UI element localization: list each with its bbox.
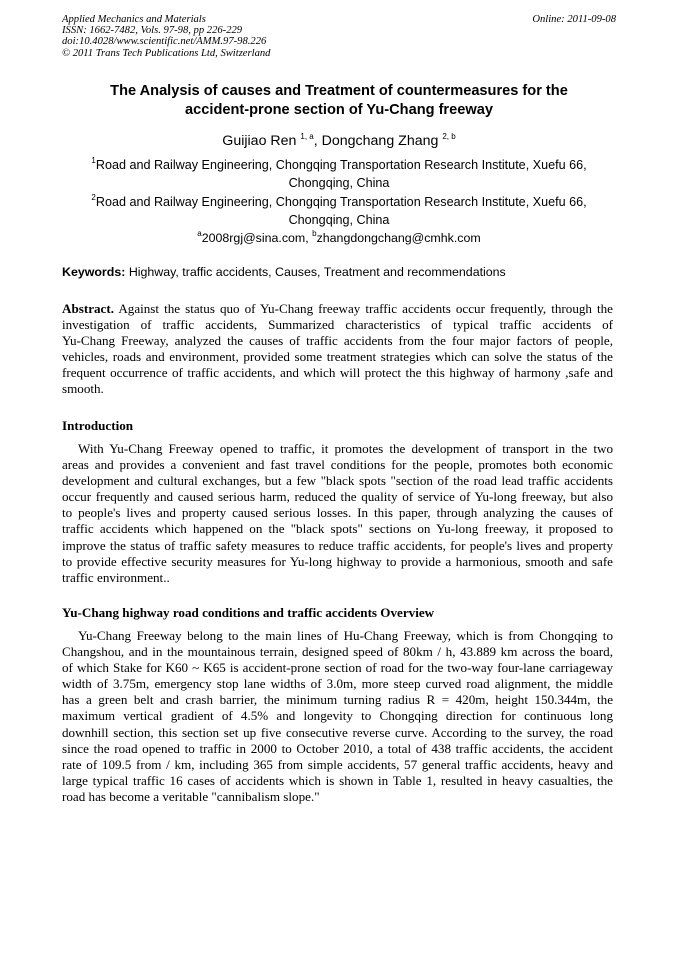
affiliation-text: Chongqing, China <box>288 176 390 190</box>
email-marker: a <box>197 229 202 238</box>
author-superscript: 1, a <box>300 132 314 141</box>
affiliation-text: Chongqing, China <box>288 213 390 227</box>
section-heading-overview: Yu-Chang highway road conditions and traffic accidents Overview <box>62 605 435 620</box>
abstract-line-text: Against the status quo of Yu-Chang freeway traffic accidents occur frequently, through the <box>118 301 613 316</box>
keywords-label: Keywords: <box>62 265 126 279</box>
title-line-2: accident-prone section of Yu-Chang freeway <box>185 102 493 118</box>
affiliation-marker: 2 <box>91 193 96 202</box>
affiliation-marker: 1 <box>91 156 96 165</box>
abstract-label: Abstract. <box>62 301 114 316</box>
introduction-paragraph <box>62 441 613 586</box>
overview-line: has a green belt and crash barrier, the minimum turning radius R = 420m, height 150.344m, the <box>62 692 613 708</box>
issn-line: ISSN: 1662-7482, Vols. 97-98, pp 226-229 <box>62 25 243 37</box>
introduction-line: areas and provides a convenient and fast travel conditions for the people, promotes both economic <box>62 457 613 473</box>
online-date: Online: 2011-09-08 <box>532 14 616 25</box>
overview-line: Yu-Chang Freeway belong to the main lines of Hu-Chang Freeway, which is from Chongqing to <box>78 628 613 643</box>
overview-line: since the road opened to traffic in 2000 to October 2010, a total of 438 traffic accidents, the accident <box>62 740 613 756</box>
introduction-line: occur frequently and caused serious harm, reduced the quality of service of Yu-long freeway, but also <box>62 489 613 505</box>
introduction-line: traffic environment.. <box>62 569 170 585</box>
overview-line: road has become a veritable "cannibalism slope." <box>62 788 320 804</box>
section-heading-introduction: Introduction <box>62 418 134 433</box>
author-list <box>62 132 616 150</box>
affiliation-2 <box>62 193 616 229</box>
author-name: Dongchang Zhang <box>321 133 439 149</box>
email-address: 2008rgj@sina.com, <box>201 231 309 245</box>
overview-line: downhill section, this section set up five consecutive reverse curve. According to the survey, the road <box>62 724 613 740</box>
author-superscript: 2, b <box>442 132 456 141</box>
author-name: Guijiao Ren <box>222 133 297 149</box>
keywords-text: Highway, traffic accidents, Causes, Treatment and recommendations <box>128 265 506 279</box>
paper-title <box>62 82 616 120</box>
introduction-line: to people's lives and property caused serious losses. In this paper, through analyzing the causes of <box>62 505 613 521</box>
overview-line: Changshou, and in the mountainous terrain, designed speed of 80km / h, 43.889 km across the board, <box>62 644 613 660</box>
overview-line: rate of 109.5 from / km, including 365 from simple accidents, 57 general traffic accidents, heavy and <box>62 756 613 772</box>
abstract-line: Yu-Chang Freeway, analyzed the causes of traffic accidents from the four major factors of people, <box>62 333 613 349</box>
introduction-line: With Yu-Chang Freeway opened to traffic, it promotes the development of transport in the two <box>78 441 613 456</box>
keywords-line <box>62 264 616 280</box>
affiliation-text: Road and Railway Engineering, Chongqing Transportation Research Institute, Xuefu 66, <box>95 195 587 209</box>
journal-name: Applied Mechanics and Materials <box>62 14 206 25</box>
overview-line: maximum vertical gradient of 4.5% and longevity to Chongqing direction for continuous long <box>62 708 613 724</box>
author-separator: , <box>313 133 318 149</box>
journal-header <box>62 14 616 59</box>
introduction-line: traffic accidents which happened on the "black spots" sections on Yu-long freeway, it proposed to <box>62 521 613 537</box>
copyright-line: © 2011 Trans Tech Publications Ltd, Switzerland <box>62 47 271 59</box>
abstract-paragraph <box>62 301 613 398</box>
affiliation-1 <box>62 156 616 192</box>
introduction-line: to provide effective security measures for Yu-long highway to provide a harmonious, smooth and safe <box>62 553 613 569</box>
abstract-line <box>62 301 613 317</box>
affiliation-text: Road and Railway Engineering, Chongqing Transportation Research Institute, Xuefu 66, <box>95 158 587 172</box>
abstract-line: frequent occurrence of traffic accidents, and which will protect the this highway of harmony ,safe and <box>62 365 613 381</box>
overview-line: width of 3.75m, emergency stop lane widths of 3.0m, more steep curved road alignment, the middle <box>62 676 613 692</box>
overview-line: of which Stake for K60 ~ K65 is accident-prone section of road for the two-way four-lane carriageway <box>62 660 613 676</box>
introduction-line: development and cultural exchanges, but a few "black spots "section of the road lead traffic accidents <box>62 473 613 489</box>
abstract-line: smooth. <box>62 381 104 397</box>
overview-line: large typical traffic 16 cases of accidents which is shown in Table 1, resulted in heavy casualties, the <box>62 772 613 788</box>
title-line-1: The Analysis of causes and Treatment of countermeasures for the <box>110 83 568 99</box>
abstract-line: vehicles, roads and environment, provided some treatment strategies which can solve the status of the <box>62 349 613 365</box>
email-address: zhangdongchang@cmhk.com <box>316 231 481 245</box>
abstract-line: investigation of traffic accidents, Summarized characteristics of typical traffic accidents of <box>62 317 613 333</box>
email-marker: b <box>312 229 317 238</box>
doi-line: doi:10.4028/www.scientific.net/AMM.97-98.226 <box>62 36 267 48</box>
overview-paragraph <box>62 628 613 805</box>
introduction-line: improve the status of traffic safety measures to reduce traffic accidents, for people's lives and property <box>62 537 613 553</box>
author-emails <box>62 230 616 246</box>
